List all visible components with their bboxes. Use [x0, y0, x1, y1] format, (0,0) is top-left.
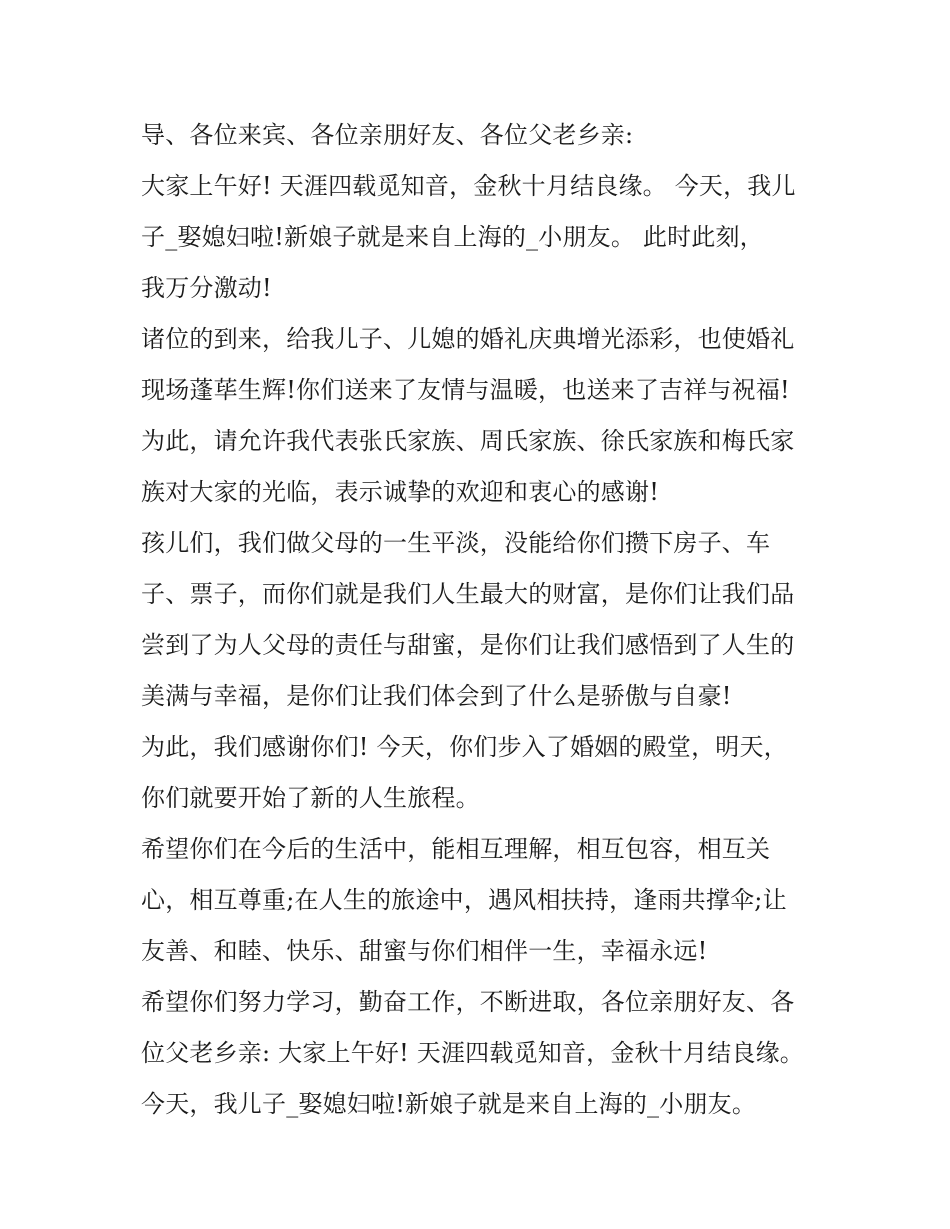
- text-line: 大家上午好! 天涯四载觅知音，金秋十月结良缘。 今天，我儿: [141, 172, 796, 200]
- text-line: 希望你们在今后的生活中，能相互理解，相互包容，相互关: [141, 835, 771, 863]
- text-line: 为此，请允许我代表张氏家族、周氏家族、徐氏家族和梅氏家: [141, 427, 795, 455]
- text-line: 希望你们努力学习，勤奋工作，不断进取，各位亲朋好友、各: [141, 988, 795, 1016]
- text-line: 族对大家的光临，表示诚挚的欢迎和衷心的感谢!: [141, 478, 660, 506]
- text-line: 孩儿们，我们做父母的一生平淡，没能给你们攒下房子、车: [141, 529, 771, 557]
- text-line: 尝到了为人父母的责任与甜蜜，是你们让我们感悟到了人生的: [141, 631, 795, 659]
- text-line: 我万分激动!: [141, 274, 272, 302]
- text-line: 位父老乡亲: 大家上午好! 天涯四载觅知音，金秋十月结良缘。: [141, 1039, 804, 1067]
- text-line: 美满与幸福，是你们让我们体会到了什么是骄傲与自豪!: [141, 682, 732, 710]
- text-line: 子、票子，而你们就是我们人生最大的财富，是你们让我们品: [141, 580, 795, 608]
- text-line: 诸位的到来，给我儿子、儿媳的婚礼庆典增光添彩，也使婚礼: [141, 325, 795, 353]
- text-line: 友善、和睦、快乐、甜蜜与你们相伴一生，幸福永远!: [141, 937, 708, 965]
- speech-text: [141, 110, 821, 1130]
- text-line: 现场蓬荜生辉!你们送来了友情与温暖，也送来了吉祥与祝福!: [141, 376, 790, 404]
- text-line: 为此，我们感谢你们! 今天，你们步入了婚姻的殿堂，明天，: [141, 733, 788, 761]
- text-line: 导、各位来宾、各位亲朋好友、各位父老乡亲:: [141, 121, 634, 149]
- text-line: 今天，我儿子_娶媳妇啦!新娘子就是来自上海的_小朋友。: [141, 1090, 757, 1118]
- text-line: 子_娶媳妇啦!新娘子就是来自上海的_小朋友。 此时此刻，: [141, 223, 764, 251]
- text-line: 心，相互尊重;在人生的旅途中，遇风相扶持，逢雨共撑伞;让: [141, 886, 787, 914]
- text-line: 你们就要开始了新的人生旅程。: [141, 784, 480, 812]
